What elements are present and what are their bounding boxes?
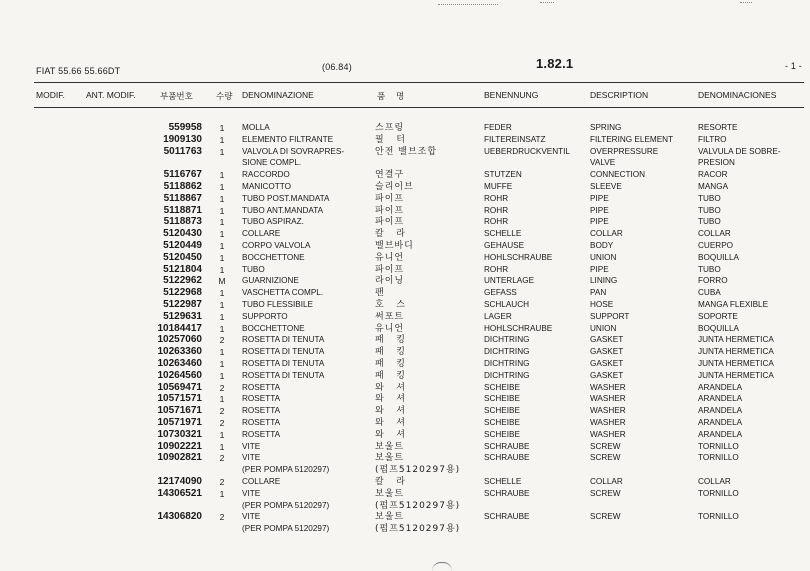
table-row [0, 452, 810, 464]
table-row [0, 216, 810, 228]
col-denominaciones: DENOMINACIONES [698, 90, 777, 100]
cell-benennung: SCHRAUBE [484, 488, 530, 498]
cell-denominaciones: VALVULA DE SOBRE- [698, 146, 781, 156]
cell-denominazione: ROSETTA DI TENUTA [242, 335, 325, 345]
cell-denominazione: ROSETTA [242, 382, 281, 392]
cell-benennung: SCHEIBE [484, 406, 520, 416]
cell-denominazione: COLLARE [242, 229, 281, 239]
cell-denominaciones: JUNTA HERMETICA [698, 335, 774, 345]
scan-artifact [438, 4, 498, 11]
table-row [0, 417, 810, 429]
cell-description: GASKET [590, 359, 624, 368]
cell-quantity: 1 [219, 370, 225, 381]
cell-denominazione: ROSETTA DI TENUTA [242, 370, 325, 380]
cell-quantity: 1 [219, 311, 225, 322]
cell-part-number: 5121804 [163, 263, 202, 275]
table-row [0, 429, 810, 441]
cell-denominazione: VALVOLA DI SOVRAPRES- [242, 146, 345, 156]
cell-description: SUPPORT [590, 311, 630, 321]
cell-quantity: 1 [219, 241, 225, 251]
cell-denominazione: VITE [242, 441, 261, 451]
cell-part-number: 1909130 [163, 133, 202, 145]
cell-benennung: FEDER [484, 123, 512, 132]
cell-korean-name: 파이프 [375, 193, 405, 204]
cell-description: HOSE [590, 300, 614, 309]
cell-korean-name: 패 킹 [375, 370, 406, 381]
cell-denominaciones: MANGA FLEXIBLE [698, 300, 769, 309]
cell-quantity: 2 [219, 406, 225, 417]
cell-korean-name: (펌프5120297용) [375, 524, 461, 535]
cell-denominazione: TUBO FLESSIBILE [242, 300, 313, 309]
cell-description: PIPE [590, 205, 609, 215]
cell-description: PIPE [590, 193, 609, 203]
table-row [0, 464, 810, 476]
cell-denominazione: SIONE COMPL. [242, 158, 302, 168]
table-row [0, 393, 810, 405]
table-row [0, 252, 810, 264]
cell-description: UNION [590, 323, 617, 333]
cell-part-number: 5120450 [163, 251, 202, 263]
cell-korean-name: 와 셔 [375, 394, 406, 405]
cell-denominaciones: TUBO [698, 205, 721, 215]
cell-part-number: 10263360 [157, 346, 202, 358]
cell-part-number: 559958 [168, 122, 202, 133]
cell-part-number: 10569471 [157, 381, 202, 393]
cell-korean-name: 밸브바디 [375, 241, 414, 251]
cell-description: COLLAR [590, 229, 623, 239]
table-row [0, 511, 810, 523]
cell-quantity: 1 [219, 182, 225, 192]
cell-benennung: DICHTRING [484, 347, 530, 357]
table-row [0, 311, 810, 323]
cell-part-number: 5118867 [163, 192, 202, 204]
section-number: 1.82.1 [536, 56, 574, 71]
cell-description: WASHER [590, 418, 626, 427]
cell-denominazione: MANICOTTO [242, 182, 291, 191]
table-row [0, 275, 810, 287]
cell-description: VALVE [590, 158, 616, 168]
cell-part-number: 10263460 [157, 358, 202, 369]
cell-denominaciones: RESORTE [698, 123, 738, 132]
cell-benennung: HOHLSCHRAUBE [484, 252, 553, 262]
cell-benennung: FILTEREINSATZ [484, 134, 546, 144]
cell-denominaciones: TORNILLO [698, 441, 739, 451]
scan-artifact [540, 2, 554, 7]
cell-description: CONNECTION [590, 170, 646, 180]
cell-korean-name: 필 터 [375, 134, 406, 145]
cell-quantity: 1 [219, 170, 225, 181]
cell-description: FILTERING ELEMENT [590, 134, 674, 144]
catalog-title: FIAT 55.66 55.66DT [36, 66, 121, 76]
table-row [0, 358, 810, 370]
table-row [0, 299, 810, 311]
cell-denominaciones: COLLAR [698, 229, 731, 239]
cell-denominazione: RACCORDO [242, 170, 290, 180]
cell-korean-name: 파이프 [375, 264, 405, 275]
cell-description: SCREW [590, 441, 621, 451]
cell-denominazione: CORPO VALVOLA [242, 241, 311, 250]
cell-benennung: GEHAUSE [484, 241, 525, 250]
cell-part-number: 5120449 [163, 240, 202, 251]
cell-denominaciones: TORNILLO [698, 512, 739, 522]
cell-quantity: 1 [219, 205, 225, 216]
cell-part-number: 14306521 [157, 487, 202, 499]
cell-benennung: SCHRAUBE [484, 512, 530, 522]
cell-denominaciones: TORNILLO [698, 488, 739, 498]
cell-quantity: 1 [219, 359, 225, 369]
col-korean-name: 품 명 [377, 92, 405, 102]
cell-quantity: 1 [219, 347, 225, 358]
cell-quantity: 1 [219, 252, 225, 263]
cell-description: OVERPRESSURE [590, 146, 659, 156]
catalog-date: (06.84) [322, 62, 352, 72]
cell-part-number: 5120430 [163, 228, 202, 240]
cell-description: GASKET [590, 370, 624, 380]
cell-benennung: DICHTRING [484, 370, 530, 380]
cell-korean-name: 와 셔 [375, 418, 406, 428]
cell-description: GASKET [590, 335, 624, 345]
cell-benennung: UEBERDRUCKVENTIL [484, 146, 570, 156]
cell-quantity: 2 [219, 477, 225, 487]
cell-quantity: 1 [219, 134, 225, 145]
cell-part-number: 5122987 [163, 299, 202, 310]
cell-denominaciones: FORRO [698, 276, 728, 286]
cell-benennung: SCHLAUCH [484, 300, 530, 309]
cell-korean-name: 팬 [375, 288, 385, 299]
cell-quantity: 1 [219, 429, 225, 440]
cell-benennung: HOHLSCHRAUBE [484, 323, 553, 333]
cell-part-number: 5122968 [163, 287, 202, 299]
cell-description: PAN [590, 288, 607, 298]
table-row [0, 382, 810, 394]
cell-benennung: DICHTRING [484, 335, 530, 345]
table-row [0, 441, 810, 453]
cell-denominazione: MOLLA [242, 123, 270, 132]
cell-benennung: SCHEIBE [484, 418, 520, 427]
cell-korean-name: 보울트 [375, 512, 405, 523]
cell-denominazione: ROSETTA [242, 406, 281, 416]
cell-benennung: SCHEIBE [484, 394, 520, 404]
cell-benennung: SCHELLE [484, 477, 522, 486]
cell-denominaciones: SOPORTE [698, 311, 738, 321]
cell-quantity: M [218, 276, 226, 287]
table-row [0, 287, 810, 299]
header-rule-bottom [34, 107, 804, 108]
cell-denominaciones: TUBO [698, 264, 721, 274]
cell-denominaciones: CUBA [698, 288, 721, 298]
cell-korean-name: 써포트 [375, 311, 405, 322]
cell-part-number: 5129631 [163, 310, 202, 322]
cell-denominazione: VITE [242, 488, 261, 498]
cell-korean-name: 칼 라 [375, 229, 406, 240]
cell-part-number: 10571571 [157, 393, 202, 405]
cell-korean-name: 칼 라 [375, 477, 406, 487]
cell-korean-name: 연결구 [375, 170, 405, 181]
cell-part-number: 10902821 [157, 452, 202, 464]
cell-benennung: SCHELLE [484, 229, 522, 239]
table-row [0, 146, 810, 158]
cell-denominazione: ROSETTA [242, 418, 281, 427]
cell-quantity: 1 [219, 217, 225, 228]
cell-description: PIPE [590, 264, 609, 274]
col-modif: MODIF. [36, 90, 65, 100]
cell-denominazione: BOCCHETTONE [242, 252, 305, 262]
cell-korean-name: 유니언 [375, 323, 405, 334]
cell-description: SLEEVE [590, 182, 622, 191]
cell-denominaciones: JUNTA HERMETICA [698, 359, 774, 368]
cell-description: PIPE [590, 217, 609, 227]
cell-denominazione: VITE [242, 453, 261, 463]
cell-korean-name: (펌프5120297용) [375, 465, 461, 476]
cell-denominaciones: COLLAR [698, 477, 731, 486]
cell-quantity: 1 [219, 441, 225, 452]
cell-denominaciones: ARANDELA [698, 382, 743, 392]
cell-denominazione: ROSETTA [242, 394, 281, 404]
cell-korean-name: 보울트 [375, 441, 405, 452]
cell-benennung: SCHEIBE [484, 382, 520, 392]
cell-denominazione: VITE [242, 512, 261, 522]
cell-denominazione: TUBO POST.MANDATA [242, 193, 330, 203]
cell-denominaciones: FILTRO [698, 134, 727, 144]
cell-quantity: 2 [219, 512, 225, 523]
cell-denominazione: BOCCHETTONE [242, 323, 305, 333]
cell-part-number: 10257060 [157, 334, 202, 346]
cell-denominaciones: BOQUILLA [698, 323, 739, 333]
cell-benennung: UNTERLAGE [484, 276, 535, 286]
table-row [0, 228, 810, 240]
cell-denominaciones: CUERPO [698, 241, 734, 250]
cell-korean-name: 슬리이브 [375, 182, 414, 192]
cell-description: WASHER [590, 406, 626, 416]
cell-korean-name: 유니언 [375, 252, 405, 263]
cell-part-number: 5118862 [163, 181, 202, 192]
table-row [0, 500, 810, 512]
cell-korean-name: 패 킹 [375, 347, 406, 358]
cell-denominazione: TUBO ANT.MANDATA [242, 205, 324, 215]
cell-korean-name: 패 킹 [375, 359, 406, 369]
cell-denominaciones: MANGA [698, 182, 729, 191]
cell-quantity: 1 [219, 123, 225, 133]
cell-denominaciones: BOQUILLA [698, 252, 739, 262]
page-number: - 1 - [785, 61, 803, 71]
cell-denominaciones: JUNTA HERMETICA [698, 347, 774, 357]
cell-benennung: LAGER [484, 311, 512, 321]
cell-benennung: ROHR [484, 264, 509, 274]
cell-korean-name: 스프링 [375, 123, 405, 133]
cell-quantity: 1 [219, 288, 225, 299]
cell-quantity: 2 [219, 418, 225, 428]
cell-part-number: 10571671 [157, 405, 202, 417]
table-row [0, 370, 810, 382]
cell-korean-name: 파이프 [375, 205, 405, 216]
table-row [0, 134, 810, 146]
cell-denominaciones: TUBO [698, 193, 721, 203]
cell-quantity: 1 [219, 488, 225, 499]
cell-denominaciones: ARANDELA [698, 429, 743, 439]
cell-description: UNION [590, 252, 617, 262]
col-description: DESCRIPTION [590, 90, 649, 100]
cell-part-number: 5011763 [163, 145, 202, 157]
table-row [0, 488, 810, 500]
cell-benennung: DICHTRING [484, 359, 530, 368]
cell-denominazione: ELEMENTO FILTRANTE [242, 134, 334, 144]
cell-denominaciones: TUBO [698, 217, 721, 227]
col-denominazione: DENOMINAZIONE [242, 90, 314, 100]
cell-benennung: SCHRAUBE [484, 441, 530, 451]
col-benennung: BENENNUNG [484, 90, 539, 100]
cell-korean-name: 보울트 [375, 453, 405, 464]
cell-korean-name: 와 셔 [375, 429, 406, 440]
cell-description: GASKET [590, 347, 624, 357]
col-ant-modif: ANT. MODIF. [86, 90, 136, 100]
cell-part-number: 5118871 [163, 204, 202, 216]
cell-benennung: ROHR [484, 193, 509, 203]
cell-benennung: SCHEIBE [484, 429, 520, 439]
cell-benennung: SCHRAUBE [484, 453, 530, 463]
table-row [0, 323, 810, 335]
cell-quantity: 1 [219, 394, 225, 405]
cell-part-number: 10902221 [157, 440, 202, 452]
cell-benennung: MUFFE [484, 182, 513, 191]
table-row [0, 405, 810, 417]
cell-denominaciones: JUNTA HERMETICA [698, 370, 774, 380]
cell-part-number: 10571971 [157, 417, 202, 428]
cell-quantity: 2 [219, 335, 225, 346]
cell-denominaciones: ARANDELA [698, 406, 743, 416]
cell-korean-name: (펌프5120297용) [375, 500, 461, 511]
cell-quantity: 1 [219, 264, 225, 275]
cell-denominazione: SUPPORTO [242, 311, 288, 321]
cell-denominazione: TUBO ASPIRAZ. [242, 217, 304, 227]
table-row [0, 346, 810, 358]
cell-denominazione: ROSETTA [242, 429, 281, 439]
header-rule-top [34, 82, 804, 83]
cell-part-number: 10730321 [157, 428, 202, 440]
cell-denominazione: ROSETTA DI TENUTA [242, 347, 325, 357]
cell-description: COLLAR [590, 477, 623, 486]
table-row [0, 169, 810, 181]
table-row [0, 193, 810, 205]
cell-quantity: 1 [219, 300, 225, 310]
cell-benennung: GEFASS [484, 288, 517, 298]
cell-korean-name: 보울트 [375, 488, 405, 499]
cell-part-number: 14306820 [157, 511, 202, 523]
cell-description: WASHER [590, 382, 626, 392]
cell-denominaciones: PRESION [698, 158, 735, 168]
table-row [0, 205, 810, 217]
col-part-number: 부품번호 [160, 92, 193, 102]
cell-korean-name: 와 셔 [375, 382, 406, 393]
cell-description: WASHER [590, 429, 626, 439]
cell-denominazione: (PER POMPA 5120297) [242, 524, 330, 534]
cell-quantity: 1 [219, 323, 225, 334]
cell-korean-name: 와 셔 [375, 406, 406, 417]
table-row [0, 476, 810, 488]
cell-part-number: 5116767 [163, 169, 202, 181]
cell-benennung: ROHR [484, 205, 509, 215]
cell-quantity: 2 [219, 453, 225, 464]
cell-korean-name: 호 스 [375, 300, 406, 310]
cell-description: BODY [590, 241, 614, 250]
cell-denominaciones: TORNILLO [698, 453, 739, 463]
table-row [0, 264, 810, 276]
cell-description: SCREW [590, 488, 621, 498]
cell-part-number: 5118873 [163, 216, 202, 228]
cell-benennung: STUTZEN [484, 170, 522, 180]
cell-denominazione: VASCHETTA COMPL. [242, 288, 324, 298]
cell-denominaciones: RACOR [698, 170, 728, 180]
table-row [0, 122, 810, 134]
cell-description: SCREW [590, 512, 621, 522]
cell-description: WASHER [590, 394, 626, 404]
col-quantity: 수량 [216, 92, 233, 102]
cell-part-number: 10264560 [157, 369, 202, 381]
cell-quantity: 1 [219, 146, 225, 157]
table-row [0, 157, 810, 169]
cell-korean-name: 파이프 [375, 217, 405, 228]
cell-quantity: 1 [219, 193, 225, 204]
cell-denominazione: (PER POMPA 5120297) [242, 465, 330, 475]
cell-korean-name: 안전 밸브조합 [375, 146, 438, 157]
cell-denominaciones: ARANDELA [698, 394, 743, 404]
cell-description: SPRING [590, 123, 622, 132]
cell-denominazione: TUBO [242, 264, 265, 274]
cell-korean-name: 라이닝 [375, 276, 405, 287]
table-row [0, 181, 810, 193]
scan-artifact [740, 2, 752, 7]
cell-denominazione: (PER POMPA 5120297) [242, 500, 330, 510]
cell-part-number: 5122962 [163, 275, 202, 287]
cell-quantity: 2 [219, 382, 225, 393]
cell-benennung: ROHR [484, 217, 509, 227]
cell-denominaciones: ARANDELA [698, 418, 743, 427]
cell-denominazione: GUARNIZIONE [242, 276, 299, 286]
table-row [0, 334, 810, 346]
table-row [0, 240, 810, 252]
cell-description: LINING [590, 276, 618, 286]
cell-korean-name: 패 킹 [375, 335, 406, 346]
cell-part-number: 12174090 [157, 476, 202, 487]
cell-quantity: 1 [219, 229, 225, 240]
cell-part-number: 10184417 [157, 322, 202, 334]
cell-description: SCREW [590, 453, 621, 463]
cell-denominazione: COLLARE [242, 477, 281, 486]
table-row [0, 523, 810, 535]
cell-denominazione: ROSETTA DI TENUTA [242, 359, 325, 368]
